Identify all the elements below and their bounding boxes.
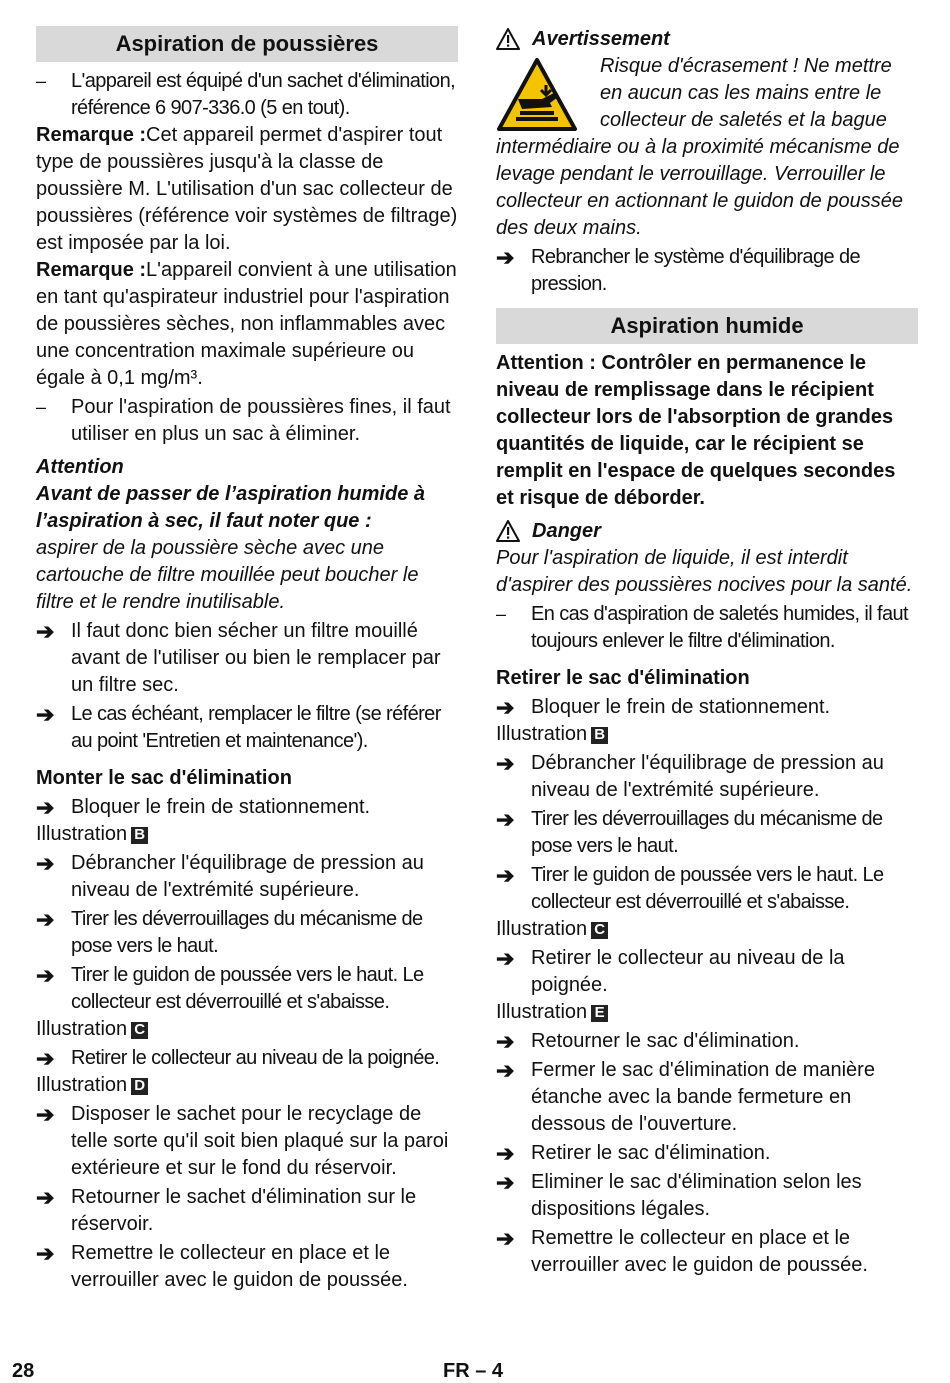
arrow-icon: ➔ — [36, 963, 55, 988]
arrow-icon: ➔ — [36, 702, 55, 727]
step-item: ➔ Bloquer le frein de stationnement. — [36, 795, 371, 820]
warning-heading: Avertissement — [496, 26, 918, 53]
step-item: ➔ Eliminer le sac d'élimination selon les dispositions légales. — [496, 1170, 862, 1220]
arrow-icon: ➔ — [36, 1241, 55, 1266]
arrow-icon: ➔ — [36, 1102, 55, 1127]
left-column — [36, 26, 458, 1294]
step-item: ➔ Retourner le sac d'élimination. — [496, 1029, 800, 1054]
illustration-ref: Illustration D — [36, 1072, 458, 1099]
step-item: ➔ Tirer les déverrouillages du mécanisme de pose vers le haut. — [496, 807, 883, 857]
attention-label: Attention — [36, 456, 124, 478]
step-item: ➔ Bloquer le frein de stationnement. — [496, 695, 831, 720]
step-item: ➔ Le cas échéant, remplacer le filtre (se référer au point 'Entretien et maintenance'). — [36, 702, 441, 752]
dash-bullet: – — [36, 397, 47, 417]
step-item: ➔ Retirer le collecteur au niveau de la poignée. — [36, 1046, 440, 1071]
step-item: ➔ Retirer le sac d'élimination. — [496, 1141, 771, 1166]
hand-crush-hazard-icon — [496, 57, 578, 133]
step-item: ➔ Disposer le sachet pour le recyclage de telle sorte qu'il soit bien plaqué sur la paroi extérieure et sur le fond du réservoir. — [36, 1102, 449, 1179]
arrow-icon: ➔ — [496, 1141, 515, 1166]
illustration-letter-box: E — [591, 1005, 608, 1022]
illustration-letter-box: C — [591, 922, 608, 939]
step-item: ➔ Remettre le collecteur en place et le verrouiller avec le guidon de poussée. — [496, 1226, 868, 1276]
arrow-icon: ➔ — [496, 807, 515, 832]
illustration-letter-box: C — [131, 1022, 148, 1039]
step-item: ➔ Il faut donc bien sécher un filtre mouillé avant de l'utiliser ou bien le remplacer par un filtre sec. — [36, 619, 441, 696]
step-item: ➔ Retourner le sachet d'élimination sur le réservoir. — [36, 1185, 417, 1235]
step-item: ➔ Débrancher l'équilibrage de pression au niveau de l'extrémité supérieure. — [496, 751, 884, 801]
subheading-remove-bag: Retirer le sac d'élimination — [496, 667, 750, 689]
arrow-icon: ➔ — [36, 851, 55, 876]
step-item: ➔ Retirer le collecteur au niveau de la poignée. — [496, 946, 845, 996]
illustration-ref: Illustration C — [36, 1016, 458, 1043]
illustration-ref: Illustration C — [496, 916, 918, 943]
arrow-icon: ➔ — [36, 1185, 55, 1210]
arrow-icon: ➔ — [496, 863, 515, 888]
dash-bullet: – — [36, 71, 47, 91]
arrow-icon: ➔ — [496, 695, 515, 720]
arrow-icon: ➔ — [496, 751, 515, 776]
section-heading-dust: Aspiration de poussières — [36, 26, 458, 62]
arrow-icon: ➔ — [36, 619, 55, 644]
attention-paragraph: Attention : Contrôler en permanence le niveau de remplissage dans le récipient collecteur lors de l'absorption de grandes quantités de liquide, car le récipient se remplit en l'espace de quelques secondes et risque de déborder. — [496, 352, 896, 509]
subheading-mount-bag: Monter le sac d'élimination — [36, 767, 292, 789]
arrow-icon: ➔ — [36, 1046, 55, 1071]
arrow-icon: ➔ — [496, 1058, 515, 1083]
illustration-letter-box: B — [591, 727, 608, 744]
warning-text: Risque d'écrasement ! Ne mettre en aucun cas les mains entre le collecteur de saletés et la bague intermédiaire ou à la proximité mécanisme de levage pendant le verrouillage. Verrouiller le collecteur en actionnant le guidon de poussée des deux mains. — [496, 55, 903, 239]
arrow-icon: ➔ — [496, 1226, 515, 1251]
step-item: ➔ Rebrancher le système d'équilibrage de pression. — [496, 245, 860, 295]
list-item: – Pour l'aspiration de poussières fines, il faut utiliser en plus un sac à éliminer. — [36, 396, 451, 445]
illustration-letter-box: B — [131, 827, 148, 844]
page-number: 28 — [12, 1360, 35, 1382]
danger-heading: Danger — [496, 518, 918, 545]
arrow-icon: ➔ — [496, 1029, 515, 1054]
dash-bullet: – — [496, 604, 507, 624]
illustration-ref: Illustration B — [496, 721, 918, 748]
step-item: ➔ Tirer le guidon de poussée vers le haut. Le collecteur est déverrouillé et s'abaisse. — [496, 863, 884, 913]
step-item: ➔ Débrancher l'équilibrage de pression au niveau de l'extrémité supérieure. — [36, 851, 424, 901]
arrow-icon: ➔ — [496, 245, 515, 270]
step-item: ➔ Tirer le guidon de poussée vers le haut. Le collecteur est déverrouillé et s'abaisse. — [36, 963, 424, 1013]
arrow-icon: ➔ — [496, 1170, 515, 1195]
illustration-letter-box: D — [131, 1078, 148, 1095]
arrow-icon: ➔ — [496, 946, 515, 971]
arrow-icon: ➔ — [36, 907, 55, 932]
list-item: – L'appareil est équipé d'un sachet d'élimination, référence 6 907-336.0 (5 en tout). — [36, 70, 456, 119]
language-page-label: FR – 4 — [443, 1360, 504, 1382]
warning-block — [496, 53, 918, 242]
right-column — [496, 26, 918, 1279]
attention-bold: Avant de passer de l’aspiration humide à l’aspiration à sec, il faut noter que : — [36, 483, 426, 532]
step-item: ➔ Fermer le sac d'élimination de manière étanche avec la bande fermeture en dessous de l'ouverture. — [496, 1058, 875, 1135]
illustration-ref: Illustration B — [36, 821, 458, 848]
warning-triangle-icon — [496, 520, 520, 550]
attention-text: aspirer de la poussière sèche avec une cartouche de filtre mouillée peut boucher le filtre et le rendre inutilisable. — [36, 537, 419, 613]
section-heading-wet: Aspiration humide — [496, 308, 918, 344]
list-item: – En cas d'aspiration de saletés humides, il faut toujours enlever le filtre d'élimination. — [496, 603, 908, 652]
step-item: ➔ Remettre le collecteur en place et le verrouiller avec le guidon de poussée. — [36, 1241, 408, 1291]
danger-text: Pour l'aspiration de liquide, il est interdit d'aspirer des poussières nocives pour la santé. — [496, 547, 913, 596]
arrow-icon: ➔ — [36, 795, 55, 820]
note-paragraph: Remarque :Cet appareil permet d'aspirer tout type de poussières jusqu'à la classe de poussière M. L'utilisation d'un sac collecteur de poussières (référence voir systèmes de filtrage) est imposée par la loi. — [36, 124, 458, 254]
step-item: ➔ Tirer les déverrouillages du mécanisme de pose vers le haut. — [36, 907, 423, 957]
illustration-ref: Illustration E — [496, 999, 918, 1026]
note-paragraph: Remarque :L'appareil convient à une utilisation en tant qu'aspirateur industriel pour l'aspiration de poussières sèches, non inflammables avec une concentration maximale supérieure ou égale à 0,1 mg/m³. — [36, 259, 457, 389]
